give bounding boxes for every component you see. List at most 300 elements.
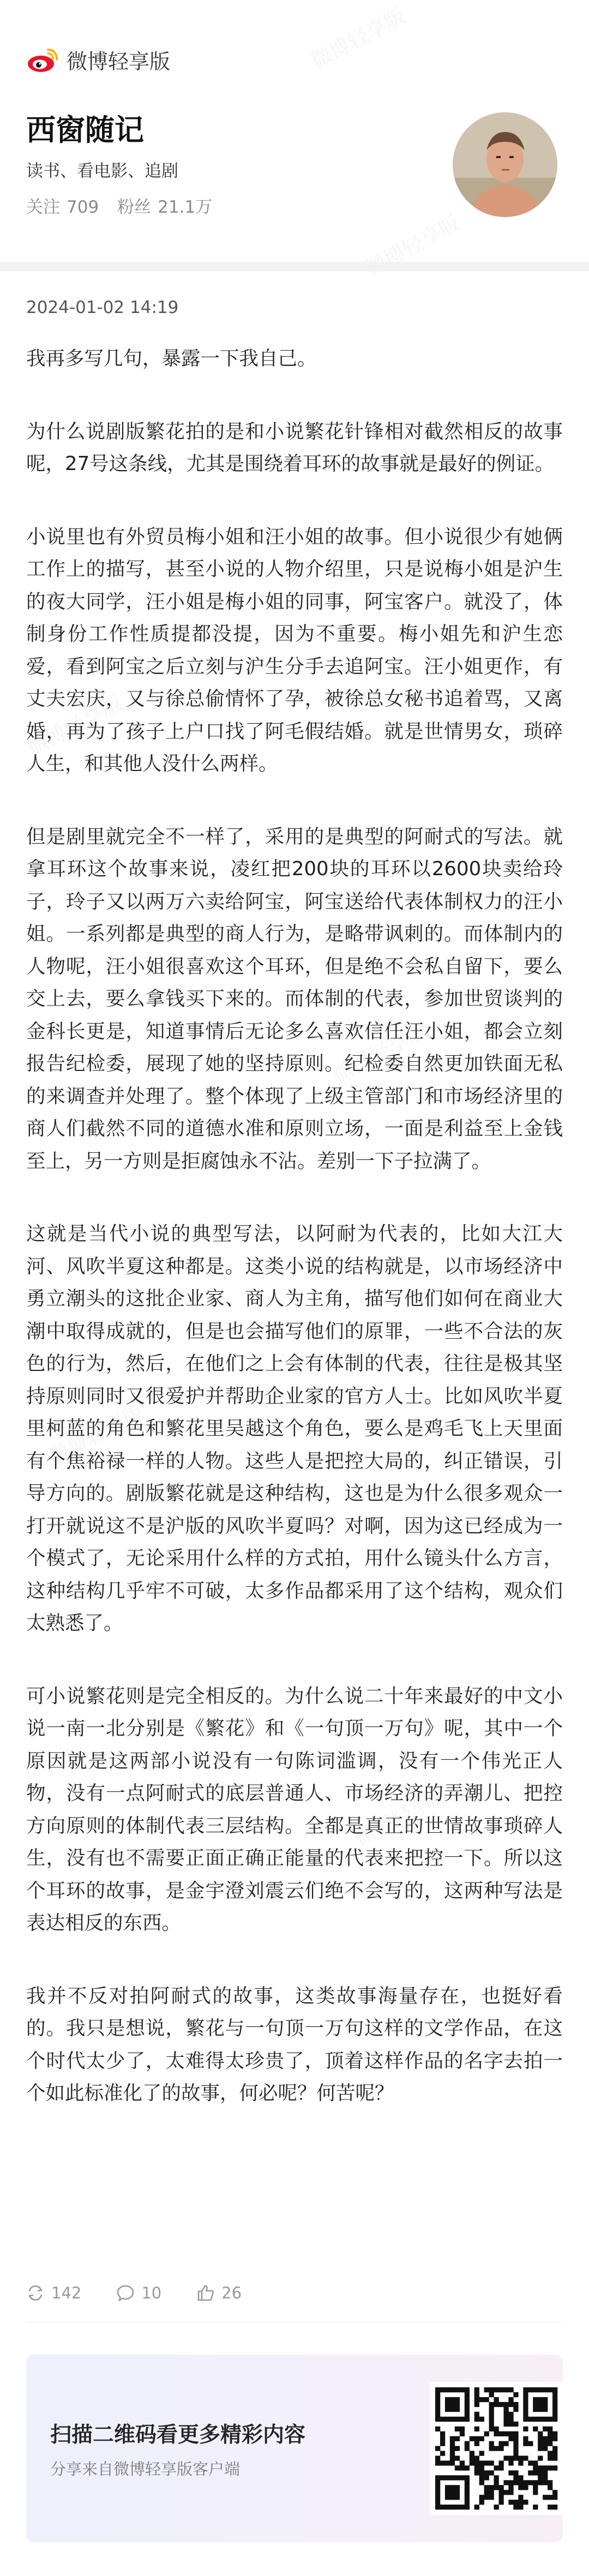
qr-module (508, 2455, 513, 2460)
qr-promo-card (26, 2355, 563, 2542)
qr-module (494, 2387, 499, 2392)
qr-module (445, 2475, 450, 2480)
qr-module (489, 2490, 494, 2495)
qr-module (538, 2465, 543, 2470)
qr-module (508, 2485, 513, 2490)
qr-module (479, 2495, 484, 2500)
qr-module (489, 2407, 494, 2412)
qr-module (503, 2407, 508, 2412)
qr-module (455, 2436, 460, 2441)
qr-module (503, 2387, 508, 2392)
qr-module (518, 2485, 523, 2490)
qr-module (450, 2417, 455, 2422)
qr-module (435, 2412, 440, 2417)
qr-module (470, 2451, 474, 2455)
qr-module (543, 2495, 548, 2500)
qr-module (435, 2427, 440, 2431)
qr-module (494, 2465, 499, 2470)
qr-module (489, 2441, 494, 2446)
qr-module (445, 2397, 450, 2402)
qr-module (435, 2475, 440, 2480)
qr-module (543, 2427, 548, 2431)
qr-module (455, 2427, 460, 2431)
qr-module (450, 2460, 455, 2465)
qr-module (533, 2485, 538, 2490)
qr-module (479, 2460, 484, 2465)
qr-module (435, 2490, 440, 2495)
qr-module (479, 2480, 484, 2485)
qr-module (528, 2470, 533, 2475)
qr-module (435, 2417, 440, 2422)
brand-name: 微博轻享版 (67, 50, 171, 74)
qr-module (465, 2407, 470, 2412)
qr-module (528, 2460, 533, 2465)
qr-module (538, 2417, 543, 2422)
fans-count[interactable]: 21.1万 (158, 197, 213, 217)
qr-module (552, 2402, 557, 2407)
qr-module (533, 2480, 538, 2485)
post-paragraph: 小说里也有外贸员梅小姐和汪小姐的故事。但小说很少有她俩工作上的描写，甚至小说的人物介绍里，只是说梅小姐是沪生的夜大同学，汪小姐是梅小姐的同事，阿宝客户。就没了，体制身份工作性质提都没提，因为不重要。梅小姐先和沪生恋爱，看到阿宝之后立刻与沪生分手去追阿宝。汪小姐更作，有丈夫宏庆，又与徐总偷情怀了孕，被徐总女秘书追着骂，又离婚，再为了孩子上户口找了阿毛假结婚。就是世情男女，琐碎人生，和其他人没什么两样。 (26, 525, 563, 775)
qr-module (513, 2505, 518, 2509)
qr-module (489, 2427, 494, 2431)
qr-module (494, 2485, 499, 2490)
repost-count: 142 (51, 2284, 82, 2302)
qr-module (494, 2397, 499, 2402)
qr-module (548, 2480, 552, 2485)
qr-module (523, 2455, 528, 2460)
qr-code-icon (430, 2382, 563, 2515)
qr-module (465, 2392, 470, 2397)
qr-module (508, 2412, 513, 2417)
qr-module (518, 2475, 523, 2480)
qr-module (508, 2431, 513, 2436)
qr-module (523, 2397, 528, 2402)
qr-module (533, 2490, 538, 2495)
qr-module (548, 2451, 552, 2455)
qr-module (455, 2387, 460, 2392)
qr-subtitle: 分享来自微博轻享版客户端 (50, 2460, 241, 2478)
qr-module (489, 2387, 494, 2392)
qr-module (518, 2455, 523, 2460)
qr-module (494, 2431, 499, 2436)
qr-module (498, 2387, 503, 2392)
qr-module (494, 2446, 499, 2451)
follow-count[interactable]: 709 (67, 197, 99, 217)
post-actions (26, 2284, 277, 2302)
qr-module (455, 2505, 460, 2509)
qr-module (508, 2422, 513, 2427)
thumbs-up-icon (196, 2284, 215, 2302)
qr-module (508, 2436, 513, 2441)
qr-module (484, 2431, 489, 2436)
qr-module (484, 2387, 489, 2392)
qr-module (548, 2485, 552, 2490)
qr-module (450, 2407, 455, 2412)
qr-module (479, 2500, 484, 2505)
qr-module (552, 2465, 557, 2470)
qr-module (533, 2465, 538, 2470)
qr-module (548, 2417, 552, 2422)
qr-module (543, 2475, 548, 2480)
repost-icon (26, 2284, 45, 2302)
qr-module (533, 2417, 538, 2422)
qr-module (474, 2427, 479, 2431)
avatar[interactable] (453, 112, 557, 217)
qr-module (455, 2485, 460, 2490)
qr-module (455, 2495, 460, 2500)
qr-module (479, 2436, 484, 2441)
qr-module (489, 2422, 494, 2427)
qr-module (543, 2441, 548, 2446)
qr-module (435, 2495, 440, 2500)
qr-module (440, 2441, 445, 2446)
section-divider (0, 262, 589, 272)
qr-module (543, 2470, 548, 2475)
qr-module (523, 2436, 528, 2441)
qr-module (450, 2387, 455, 2392)
qr-module (450, 2397, 455, 2402)
qr-module (508, 2402, 513, 2407)
qr-module (484, 2475, 489, 2480)
qr-module (508, 2417, 513, 2422)
qr-module (498, 2465, 503, 2470)
qr-module (450, 2505, 455, 2509)
qr-module (465, 2495, 470, 2500)
qr-module (523, 2480, 528, 2485)
qr-module (548, 2431, 552, 2436)
qr-module (528, 2441, 533, 2446)
qr-module (440, 2460, 445, 2465)
qr-module (479, 2470, 484, 2475)
qr-module (465, 2412, 470, 2417)
qr-module (518, 2500, 523, 2505)
qr-module (455, 2455, 460, 2460)
qr-module (455, 2446, 460, 2451)
qr-module (489, 2417, 494, 2422)
qr-module (538, 2402, 543, 2407)
qr-module (552, 2407, 557, 2412)
qr-module (450, 2485, 455, 2490)
post-paragraph: 这就是当代小说的典型写法，以阿耐为代表的，比如大江大河、风吹半夏这种都是。这类小说的结构就是，以市场经济中勇立潮头的这批企业家、商人为主角，描写他们如何在商业大潮中取得成就的，但是也会描写他们的原罪，一些不合法的灰色的行为，然后，在他们之上会有体制的代表，往往是极其坚持原则同时又很爱护并帮助企业家的官方人士。比如风吹半夏里柯蓝的角色和繁花里吴越这个角色，要么是鸡毛飞上天里面有个焦裕禄一样的人物。这些人是把控大局的，纠正错误，引导方向的。剧版繁花就是这种结构，这也是为什么很多观众一打开就说这不是沪版的风吹半夏吗？对啊，因为这已经成为一个模式了，无论采用什么样的方式拍，用什么镜头什么方言，这种结构几乎牢不可破，太多作品都采用了这个结构，观众们太熟悉了。 (26, 1223, 563, 1634)
qr-module (474, 2455, 479, 2460)
qr-module (455, 2397, 460, 2402)
qr-module (465, 2485, 470, 2490)
qr-module (450, 2455, 455, 2460)
qr-module (445, 2407, 450, 2412)
qr-module (435, 2500, 440, 2505)
qr-module (440, 2505, 445, 2509)
qr-module (523, 2407, 528, 2412)
weibo-logo-icon (26, 46, 59, 74)
qr-module (465, 2490, 470, 2495)
qr-module (465, 2402, 470, 2407)
qr-module (445, 2402, 450, 2407)
qr-module (552, 2451, 557, 2455)
qr-module (543, 2480, 548, 2485)
qr-module (552, 2412, 557, 2417)
qr-module (465, 2446, 470, 2451)
qr-module (543, 2446, 548, 2451)
qr-module (450, 2446, 455, 2451)
like-button[interactable] (196, 2284, 242, 2302)
qr-module (435, 2505, 440, 2509)
qr-module (450, 2402, 455, 2407)
qr-module (533, 2427, 538, 2431)
qr-module (503, 2455, 508, 2460)
profile-tags: 读书、看电影、追剧 (26, 161, 178, 181)
qr-module (533, 2407, 538, 2412)
qr-module (479, 2417, 484, 2422)
qr-module (548, 2436, 552, 2441)
qr-module (518, 2460, 523, 2465)
qr-module (513, 2431, 518, 2436)
qr-module (474, 2387, 479, 2392)
qr-module (474, 2505, 479, 2509)
qr-module (552, 2397, 557, 2402)
qr-module (445, 2505, 450, 2509)
qr-module (479, 2465, 484, 2470)
qr-module (455, 2402, 460, 2407)
qr-module (465, 2500, 470, 2505)
qr-module (513, 2446, 518, 2451)
qr-module (450, 2475, 455, 2480)
qr-module (528, 2417, 533, 2422)
qr-code[interactable] (430, 2382, 563, 2515)
qr-module (538, 2480, 543, 2485)
qr-module (465, 2397, 470, 2402)
qr-module (474, 2465, 479, 2470)
qr-module (543, 2407, 548, 2412)
qr-module (552, 2505, 557, 2509)
qr-module (489, 2470, 494, 2475)
qr-module (470, 2460, 474, 2465)
qr-module (552, 2431, 557, 2436)
qr-module (489, 2446, 494, 2451)
qr-module (498, 2431, 503, 2436)
qr-module (538, 2475, 543, 2480)
qr-module (489, 2460, 494, 2465)
profile-name[interactable]: 西窗随记 (26, 113, 144, 147)
qr-module (465, 2465, 470, 2470)
follow-label: 关注 (26, 197, 60, 217)
qr-module (533, 2387, 538, 2392)
qr-module (440, 2436, 445, 2441)
qr-module (474, 2470, 479, 2475)
qr-module (513, 2451, 518, 2455)
qr-module (503, 2412, 508, 2417)
qr-module (460, 2427, 465, 2431)
qr-module (489, 2392, 494, 2397)
qr-module (465, 2505, 470, 2509)
qr-module (489, 2402, 494, 2407)
qr-module (508, 2500, 513, 2505)
qr-module (460, 2431, 465, 2436)
qr-module (435, 2407, 440, 2412)
qr-module (470, 2436, 474, 2441)
qr-module (548, 2441, 552, 2446)
qr-module (552, 2417, 557, 2422)
qr-module (435, 2387, 440, 2392)
qr-module (543, 2387, 548, 2392)
qr-module (455, 2417, 460, 2422)
qr-module (460, 2387, 465, 2392)
qr-module (523, 2441, 528, 2446)
qr-module (494, 2427, 499, 2431)
repost-button[interactable] (26, 2284, 81, 2302)
qr-module (552, 2387, 557, 2392)
qr-module (460, 2505, 465, 2509)
qr-module (543, 2397, 548, 2402)
qr-module (533, 2470, 538, 2475)
qr-module (445, 2495, 450, 2500)
qr-module (435, 2480, 440, 2485)
qr-module (498, 2460, 503, 2465)
qr-module (498, 2441, 503, 2446)
qr-module (474, 2392, 479, 2397)
qr-module (479, 2451, 484, 2455)
qr-module (489, 2495, 494, 2500)
qr-module (552, 2392, 557, 2397)
qr-module (533, 2402, 538, 2407)
qr-module (479, 2475, 484, 2480)
qr-module (494, 2402, 499, 2407)
qr-module (533, 2505, 538, 2509)
qr-module (508, 2470, 513, 2475)
qr-module (548, 2455, 552, 2460)
qr-module (460, 2465, 465, 2470)
qr-module (503, 2431, 508, 2436)
qr-module (474, 2441, 479, 2446)
qr-module (513, 2436, 518, 2441)
qr-module (548, 2427, 552, 2431)
qr-module (474, 2417, 479, 2422)
qr-module (465, 2387, 470, 2392)
qr-module (498, 2490, 503, 2495)
qr-module (538, 2407, 543, 2412)
qr-module (484, 2485, 489, 2490)
qr-module (523, 2402, 528, 2407)
post-paragraph: 但是剧里就完全不一样了，采用的是典型的阿耐式的写法。就拿耳环这个故事来说，凌红把200块的耳环以2600块卖给玲子，玲子又以两万六卖给阿宝，阿宝送给代表体制权力的汪小姐。一系列都是典型的商人行为，是略带讽刺的。而体制内的人物呢，汪小姐很喜欢这个耳环，但是绝不会私自留下，要么交上去，要么拿钱买下来的。而体制的代表，参加世贸谈判的金科长更是，知道事情后无论多么喜欢信任汪小姐，都会立刻报告纪检委，展现了她的坚持原则。纪检委自然更加铁面无私的来调查并处理了。整个体现了上级主管部门和市场经济里的商人们截然不同的道德水准和原则立场，一面是利益至上金钱至上，另一方则是拒腐蚀永不沾。差别一下子拉满了。 (26, 825, 563, 1172)
qr-module (543, 2465, 548, 2470)
qr-module (445, 2490, 450, 2495)
qr-module (465, 2417, 470, 2422)
qr-module (513, 2470, 518, 2475)
fans-label: 粉丝 (117, 197, 152, 217)
qr-module (523, 2392, 528, 2397)
qr-title: 扫描二维码看更多精彩内容 (50, 2423, 306, 2447)
qr-module (528, 2480, 533, 2485)
qr-module (460, 2417, 465, 2422)
qr-module (498, 2485, 503, 2490)
qr-module (523, 2412, 528, 2417)
qr-module (513, 2475, 518, 2480)
qr-module (460, 2460, 465, 2465)
qr-module (484, 2495, 489, 2500)
qr-module (513, 2455, 518, 2460)
qr-module (503, 2441, 508, 2446)
qr-module (435, 2392, 440, 2397)
qr-module (513, 2441, 518, 2446)
qr-module (440, 2451, 445, 2455)
qr-module (465, 2441, 470, 2446)
qr-module (513, 2402, 518, 2407)
brand-header (26, 45, 170, 75)
qr-module (552, 2436, 557, 2441)
qr-module (435, 2402, 440, 2407)
qr-module (523, 2500, 528, 2505)
watermark (304, 0, 410, 74)
qr-module (538, 2431, 543, 2436)
qr-module (508, 2490, 513, 2495)
comment-icon (116, 2284, 135, 2302)
qr-module (503, 2417, 508, 2422)
qr-module (523, 2427, 528, 2431)
qr-module (538, 2387, 543, 2392)
qr-module (465, 2480, 470, 2485)
qr-module (470, 2455, 474, 2460)
qr-module (538, 2397, 543, 2402)
qr-module (498, 2500, 503, 2505)
qr-module (435, 2460, 440, 2465)
comment-button[interactable] (116, 2284, 161, 2302)
qr-module (440, 2431, 445, 2436)
qr-module (513, 2480, 518, 2485)
qr-module (494, 2475, 499, 2480)
qr-module (484, 2470, 489, 2475)
qr-module (503, 2490, 508, 2495)
qr-module (538, 2436, 543, 2441)
qr-module (523, 2417, 528, 2422)
qr-module (508, 2387, 513, 2392)
qr-module (450, 2441, 455, 2446)
qr-module (498, 2402, 503, 2407)
qr-module (445, 2387, 450, 2392)
qr-module (474, 2397, 479, 2402)
qr-module (455, 2407, 460, 2412)
qr-module (533, 2460, 538, 2465)
qr-module (543, 2417, 548, 2422)
qr-module (552, 2490, 557, 2495)
qr-module (508, 2480, 513, 2485)
qr-module (513, 2500, 518, 2505)
qr-module (548, 2465, 552, 2470)
qr-module (538, 2455, 543, 2460)
qr-module (533, 2397, 538, 2402)
qr-module (450, 2495, 455, 2500)
qr-module (543, 2436, 548, 2441)
post-paragraph: 我并不反对拍阿耐式的故事，这类故事海量存在，也挺好看的。我只是想说，繁花与一句顶一万句这样的文学作品，在这个时代太少了，太难得太珍贵了，顶着这样作品的名字去拍一个如此标准化了的故事，何必呢？何苦呢？ (26, 1984, 563, 2104)
qr-module (484, 2460, 489, 2465)
post-paragraph: 可小说繁花则是完全相反的。为什么说二十年来最好的中文小说一南一北分别是《繁花》和《一句顶一万句》呢，其中一个原因就是这两部小说没有一句陈词滥调，没有一个伟光正人物，没有一点阿耐式的底层普通人、市场经济的弄潮儿、把控方向原则的体制代表三层结构。全都是真正的世情故事琐碎人生，没有也不需要正面正确正能量的代表来把控一下。所以这个耳环的故事，是金宇澄刘震云们绝不会写的，这两种写法是表达相反的东西。 (26, 1684, 563, 1934)
qr-module (484, 2490, 489, 2495)
qr-module (465, 2475, 470, 2480)
qr-module (435, 2446, 440, 2451)
qr-module (489, 2485, 494, 2490)
qr-module (548, 2387, 552, 2392)
qr-module (494, 2480, 499, 2485)
qr-module (548, 2505, 552, 2509)
qr-module (455, 2465, 460, 2470)
qr-module (552, 2455, 557, 2460)
qr-module (440, 2387, 445, 2392)
qr-module (435, 2455, 440, 2460)
comment-count: 10 (141, 2284, 162, 2302)
post-paragraph: 为什么说剧版繁花拍的是和小说繁花针锋相对截然相反的故事呢，27号这条线，尤其是围绕着耳环的故事就是最好的例证。 (26, 420, 563, 475)
qr-module (508, 2397, 513, 2402)
qr-module (552, 2446, 557, 2451)
qr-module (435, 2397, 440, 2402)
qr-module (474, 2412, 479, 2417)
